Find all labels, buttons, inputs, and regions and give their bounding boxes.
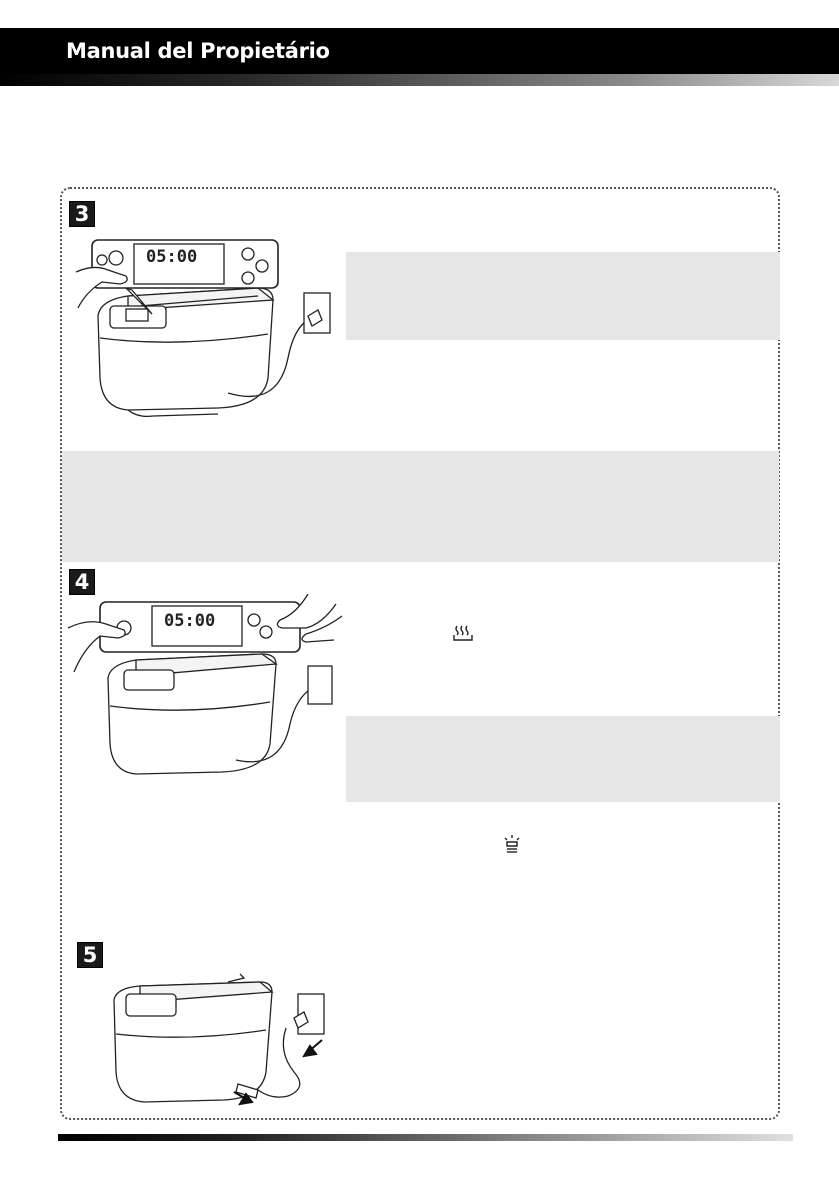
- footer-gradient-bar: [58, 1134, 793, 1141]
- header-gradient-bar: [0, 74, 839, 86]
- step-3-badge: 3: [69, 201, 95, 227]
- step-3-illustration: [68, 238, 338, 448]
- step-4-note-box: [346, 716, 780, 802]
- heating-icon: [452, 623, 474, 643]
- lamp-icon: [501, 834, 523, 856]
- step-3-note-box: [346, 252, 780, 340]
- step-5-illustration: [108, 972, 338, 1112]
- step-3-display: 05:00: [146, 247, 198, 267]
- step-4-display: 05:00: [164, 611, 216, 631]
- step-4-illustration: [66, 594, 346, 794]
- general-note-box: [62, 451, 779, 562]
- page-title: Manual del Propietário: [66, 39, 330, 63]
- step-5-badge: 5: [77, 942, 103, 968]
- page-header: [0, 28, 839, 74]
- step-4-badge: 4: [69, 569, 95, 595]
